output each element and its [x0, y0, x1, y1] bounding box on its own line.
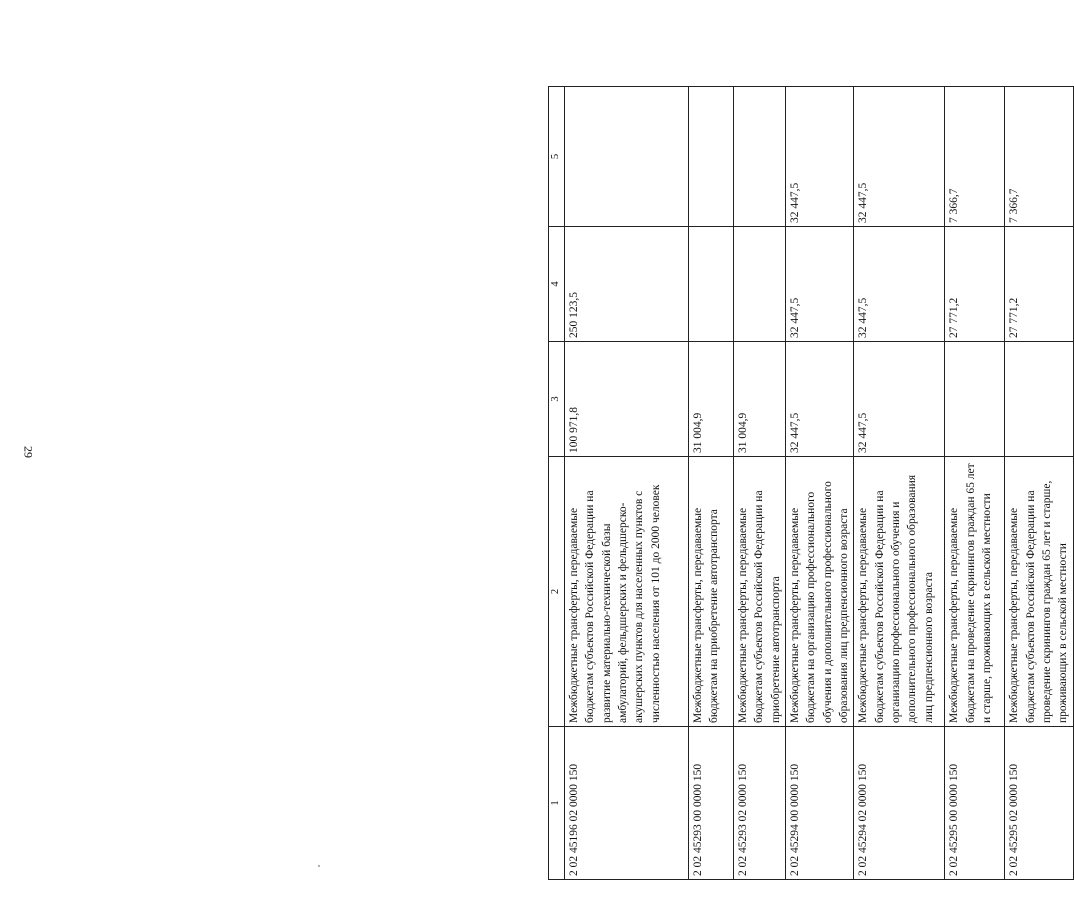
name-cell: Межбюджетные трансферты, передаваемые бюджетам субъектов Российской Федерации на приобретение автотранспорта [733, 457, 785, 727]
header-cell-4: 4 [549, 227, 565, 342]
value-col5-cell: 32 447,5 [854, 87, 945, 227]
value-col4-cell: 27 771,2 [945, 227, 1005, 342]
header-cell-5: 5 [549, 87, 565, 227]
name-cell: Межбюджетные трансферты, передаваемые бюджетам субъектов Российской Федерации на проведение скринингов граждан 65 лет и старше, проживающих в сельской местности [1005, 457, 1073, 727]
value-col4-cell [733, 227, 785, 342]
value-col5-cell: 7 366,7 [945, 87, 1005, 227]
name-cell: Межбюджетные трансферты, передаваемые бюджетам на проведение скринингов граждан 65 лет и старше, проживающих в сельской местности [945, 457, 1005, 727]
value-col3-cell: 32 447,5 [854, 342, 945, 457]
code-cell: 2 02 45196 02 0000 150 [564, 727, 688, 880]
code-cell: 2 02 45295 00 0000 150 [945, 727, 1005, 880]
name-cell: Межбюджетные трансферты, передаваемые бюджетам субъектов Российской Федерации на организацию профессионального обучения и дополнительного профессионального образования лиц предпенсионного возраста [854, 457, 945, 727]
header-cell-1: 1 [549, 727, 565, 880]
table-row [785, 87, 853, 880]
value-col4-cell: 32 447,5 [854, 227, 945, 342]
rotated-page-content [548, 87, 1070, 880]
scan-speck [318, 865, 320, 867]
value-col3-cell: 100 971,8 [564, 342, 688, 457]
page-number: 29 [21, 446, 36, 458]
budget-table [548, 86, 1074, 880]
value-col4-cell: 250 123,5 [564, 227, 688, 342]
value-col3-cell: 31 004,9 [733, 342, 785, 457]
value-col5-cell [564, 87, 688, 227]
code-cell: 2 02 45293 02 0000 150 [733, 727, 785, 880]
name-cell: Межбюджетные трансферты, передаваемые бюджетам субъектов Российской Федерации на развитие материально-технической базы амбулаторий, фельдшерских и фельдшерско-акушерских пунктов для населенных пунктов с численностью населения от 101 до 2000 человек [564, 457, 688, 727]
value-col3-cell: 32 447,5 [785, 342, 853, 457]
value-col3-cell [1005, 342, 1073, 457]
header-row [549, 87, 565, 880]
value-col4-cell: 32 447,5 [785, 227, 853, 342]
code-cell: 2 02 45293 00 0000 150 [688, 727, 733, 880]
value-col5-cell: 32 447,5 [785, 87, 853, 227]
value-col3-cell: 31 004,9 [688, 342, 733, 457]
table-row [733, 87, 785, 880]
value-col5-cell [733, 87, 785, 227]
value-col3-cell [945, 342, 1005, 457]
table-row [564, 87, 688, 880]
code-cell: 2 02 45295 02 0000 150 [1005, 727, 1073, 880]
header-cell-3: 3 [549, 342, 565, 457]
name-cell: Межбюджетные трансферты, передаваемые бюджетам на организацию профессионального обучения и дополнительного профессионального образования лиц предпенсионного возраста [785, 457, 853, 727]
value-col4-cell [688, 227, 733, 342]
table-row [688, 87, 733, 880]
value-col5-cell [688, 87, 733, 227]
table-row [1005, 87, 1073, 880]
code-cell: 2 02 45294 02 0000 150 [854, 727, 945, 880]
table-row [854, 87, 945, 880]
code-cell: 2 02 45294 00 0000 150 [785, 727, 853, 880]
table-row [945, 87, 1005, 880]
value-col4-cell: 27 771,2 [1005, 227, 1073, 342]
name-cell: Межбюджетные трансферты, передаваемые бюджетам на приобретение автотранспорта [688, 457, 733, 727]
header-cell-2: 2 [549, 457, 565, 727]
value-col5-cell: 7 366,7 [1005, 87, 1073, 227]
